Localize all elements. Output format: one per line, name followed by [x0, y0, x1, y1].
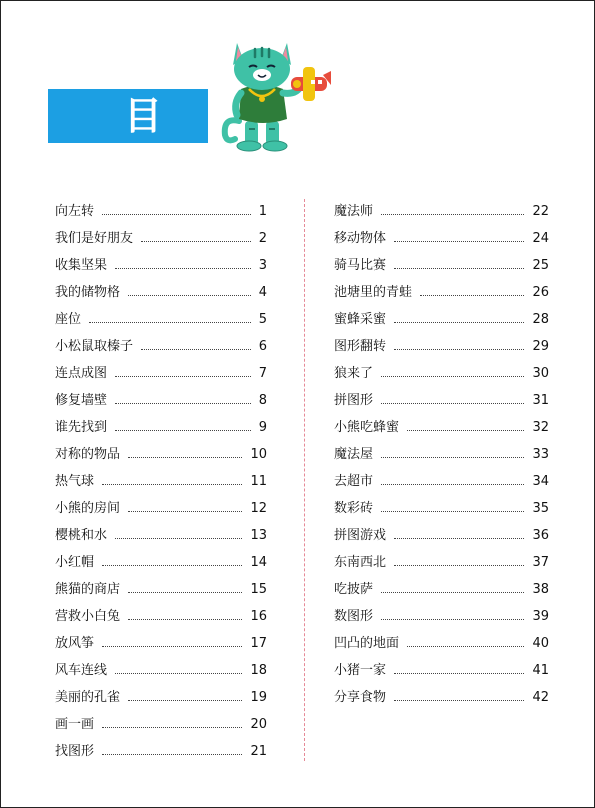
toc-item-page: 20: [250, 717, 267, 732]
toc-item-title: 拼图游戏: [334, 528, 387, 543]
toc-item[interactable]: [334, 519, 549, 546]
toc-item[interactable]: [55, 222, 267, 249]
dot-leader: [394, 700, 524, 701]
column-divider: [304, 199, 305, 761]
toc-item[interactable]: [55, 249, 267, 276]
toc-item-title: 我的储物格: [55, 285, 121, 300]
toc-item[interactable]: [334, 384, 549, 411]
toc-item-page: 29: [532, 339, 549, 354]
dot-leader: [128, 295, 251, 296]
toc-item-page: 36: [532, 528, 549, 543]
title-band: [48, 89, 208, 192]
toc-item-title: 连点成图: [55, 366, 108, 381]
dot-leader: [394, 322, 524, 323]
toc-item-title: 放风筝: [55, 636, 95, 651]
dot-leader: [115, 430, 251, 431]
dot-leader: [102, 754, 242, 755]
toc-item[interactable]: [334, 681, 549, 708]
toc-item-title: 魔法屋: [334, 447, 374, 462]
dot-leader: [141, 349, 251, 350]
toc-item-title: 移动物体: [334, 231, 387, 246]
toc-item[interactable]: [55, 465, 267, 492]
page-title: 目录: [124, 93, 169, 192]
toc-item-page: 40: [532, 636, 549, 651]
cat-mascot-icon: [219, 29, 334, 153]
toc-item-title: 向左转: [55, 204, 95, 219]
toc-item[interactable]: [55, 492, 267, 519]
dot-leader: [128, 592, 242, 593]
toc-right-column: [334, 195, 549, 708]
toc-item-title: 对称的物品: [55, 447, 121, 462]
toc-item-page: 30: [532, 366, 549, 381]
toc-item[interactable]: [55, 384, 267, 411]
toc-item-page: 2: [258, 231, 267, 246]
toc-item[interactable]: [334, 222, 549, 249]
toc-item-page: 31: [532, 393, 549, 408]
toc-item-title: 樱桃和水: [55, 528, 108, 543]
toc-item[interactable]: [334, 438, 549, 465]
toc-item[interactable]: [55, 654, 267, 681]
toc-item-title: 小猪一家: [334, 663, 387, 678]
toc-item-page: 15: [250, 582, 267, 597]
toc-item-title: 吃披萨: [334, 582, 374, 597]
toc-item-page: 12: [250, 501, 267, 516]
toc-item[interactable]: [55, 303, 267, 330]
toc-item-page: 34: [532, 474, 549, 489]
toc-item-title: 座位: [55, 312, 82, 327]
dot-leader: [381, 376, 524, 377]
toc-item[interactable]: [55, 357, 267, 384]
toc-item-page: 26: [532, 285, 549, 300]
toc-item-title: 修复墙壁: [55, 393, 108, 408]
toc-item-page: 28: [532, 312, 549, 327]
toc-item-title: 去超市: [334, 474, 374, 489]
toc-item-title: 凹凸的地面: [334, 636, 400, 651]
toc-item-title: 骑马比赛: [334, 258, 387, 273]
toc-item-title: 画一画: [55, 717, 95, 732]
toc-item[interactable]: [334, 546, 549, 573]
toc-item-page: 35: [532, 501, 549, 516]
dot-leader: [381, 592, 524, 593]
toc-item-page: 7: [258, 366, 267, 381]
toc-item[interactable]: [334, 276, 549, 303]
toc-item-title: 蜜蜂采蜜: [334, 312, 387, 327]
dot-leader: [115, 673, 242, 674]
toc-item-page: 32: [532, 420, 549, 435]
dot-leader: [381, 403, 524, 404]
dot-leader: [394, 268, 524, 269]
toc-item-page: 17: [250, 636, 267, 651]
dot-leader: [115, 403, 251, 404]
toc-item[interactable]: [55, 330, 267, 357]
toc-item-page: 22: [532, 204, 549, 219]
toc-item[interactable]: [334, 654, 549, 681]
dot-leader: [128, 619, 242, 620]
toc-item[interactable]: [55, 195, 267, 222]
toc-item[interactable]: [334, 303, 549, 330]
toc-item-page: 6: [258, 339, 267, 354]
toc-item-title: 图形翻转: [334, 339, 387, 354]
dot-leader: [394, 673, 524, 674]
toc-item[interactable]: [55, 627, 267, 654]
dot-leader: [128, 457, 242, 458]
dot-leader: [141, 241, 251, 242]
toc-item[interactable]: [334, 357, 549, 384]
dot-leader: [381, 484, 524, 485]
toc-item-page: 16: [250, 609, 267, 624]
toc-item-page: 1: [258, 204, 267, 219]
toc-item[interactable]: [55, 546, 267, 573]
dot-leader: [420, 295, 524, 296]
toc-item-title: 热气球: [55, 474, 95, 489]
toc-item-page: 8: [258, 393, 267, 408]
dot-leader: [407, 646, 524, 647]
dot-leader: [381, 214, 524, 215]
toc-item-page: 9: [258, 420, 267, 435]
dot-leader: [115, 376, 251, 377]
dot-leader: [115, 268, 251, 269]
toc-item[interactable]: [55, 573, 267, 600]
toc-item-page: 18: [250, 663, 267, 678]
toc-item-title: 小熊的房间: [55, 501, 121, 516]
dot-leader: [381, 511, 524, 512]
toc-item-page: 4: [258, 285, 267, 300]
dot-leader: [394, 349, 524, 350]
toc-item[interactable]: [55, 276, 267, 303]
toc-item-title: 小松鼠取榛子: [55, 339, 134, 354]
dot-leader: [102, 484, 242, 485]
dot-leader: [394, 565, 524, 566]
toc-item-page: 38: [532, 582, 549, 597]
toc-item-title: 拼图形: [334, 393, 374, 408]
toc-item[interactable]: [334, 492, 549, 519]
toc-item[interactable]: [334, 573, 549, 600]
dot-leader: [394, 538, 524, 539]
toc-item-title: 数图形: [334, 609, 374, 624]
toc-item[interactable]: [55, 735, 267, 762]
toc-item[interactable]: [55, 600, 267, 627]
toc-item-title: 狼来了: [334, 366, 374, 381]
toc-item[interactable]: [334, 330, 549, 357]
toc-item[interactable]: [334, 195, 549, 222]
toc-item-title: 分享食物: [334, 690, 387, 705]
toc-item-page: 25: [532, 258, 549, 273]
toc-left-column: [55, 195, 267, 762]
toc-item-page: 42: [532, 690, 549, 705]
toc-item-title: 营救小白兔: [55, 609, 121, 624]
toc-item-title: 找图形: [55, 744, 95, 759]
toc-item-page: 13: [250, 528, 267, 543]
toc-item-page: 14: [250, 555, 267, 570]
toc-item-page: 10: [250, 447, 267, 462]
toc-item[interactable]: [55, 411, 267, 438]
toc-item-title: 池塘里的青蛙: [334, 285, 413, 300]
dot-leader: [407, 430, 524, 431]
dot-leader: [102, 727, 242, 728]
toc-item-page: 19: [250, 690, 267, 705]
toc-item-title: 小红帽: [55, 555, 95, 570]
toc-item-title: 小熊吃蜂蜜: [334, 420, 400, 435]
dot-leader: [381, 619, 524, 620]
dot-leader: [102, 565, 242, 566]
toc-item-title: 收集坚果: [55, 258, 108, 273]
toc-item[interactable]: [334, 627, 549, 654]
toc-item[interactable]: [334, 600, 549, 627]
toc-item[interactable]: [55, 708, 267, 735]
toc-item-title: 魔法师: [334, 204, 374, 219]
toc-item-title: 美丽的孔雀: [55, 690, 121, 705]
dot-leader: [102, 646, 242, 647]
toc-item[interactable]: [334, 465, 549, 492]
dot-leader: [394, 241, 524, 242]
toc-item-title: 风车连线: [55, 663, 108, 678]
toc-item-page: 39: [532, 609, 549, 624]
dot-leader: [89, 322, 251, 323]
dot-leader: [102, 214, 251, 215]
dot-leader: [128, 700, 242, 701]
toc-item-page: 21: [250, 744, 267, 759]
toc-item-title: 我们是好朋友: [55, 231, 134, 246]
toc-item-page: 41: [532, 663, 549, 678]
toy-plane-icon: [291, 67, 331, 101]
toc-item[interactable]: [334, 411, 549, 438]
toc-item-page: 3: [258, 258, 267, 273]
toc-item[interactable]: [334, 249, 549, 276]
dot-leader: [115, 538, 242, 539]
toc-item[interactable]: [55, 519, 267, 546]
toc-item-title: 熊猫的商店: [55, 582, 121, 597]
toc-item[interactable]: [55, 438, 267, 465]
toc-item-page: 24: [532, 231, 549, 246]
toc-item-title: 谁先找到: [55, 420, 108, 435]
toc-item[interactable]: [55, 681, 267, 708]
toc-item-title: 东南西北: [334, 555, 387, 570]
toc-item-page: 37: [532, 555, 549, 570]
toc-item-page: 33: [532, 447, 549, 462]
toc-item-page: 11: [250, 474, 267, 489]
dot-leader: [128, 511, 242, 512]
dot-leader: [381, 457, 524, 458]
toc-item-title: 数彩砖: [334, 501, 374, 516]
toc-item-page: 5: [258, 312, 267, 327]
